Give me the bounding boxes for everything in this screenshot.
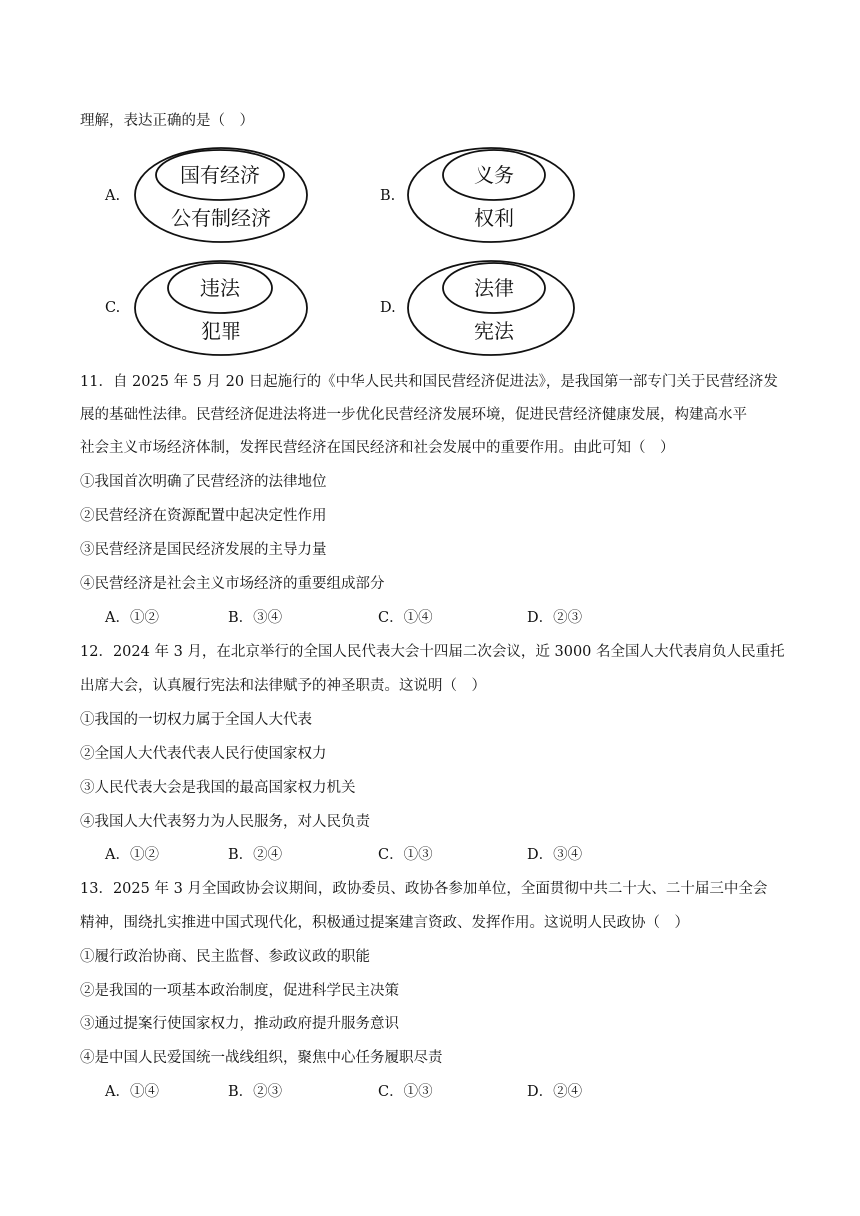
q13-stem-line-2: 精神，围绕扎实推进中国式现代化，积极通过提案建言资政、发挥作用。这说明人民政协（ ）	[80, 915, 689, 931]
q13-answer-a[interactable]: A．①④	[105, 1084, 159, 1100]
q11-statement-3: ③民营经济是国民经济发展的主导力量	[80, 542, 327, 558]
q10-option-d-label: D.	[380, 300, 396, 316]
q10-option-a-diagram	[133, 145, 309, 245]
q11-stem-line-3: 社会主义市场经济体制，发挥民营经济在国民经济和社会发展中的重要作用。由此可知（ ）	[80, 440, 675, 456]
q12-answer-d[interactable]: D．③④	[527, 847, 583, 863]
q12-answer-c[interactable]: C．①③	[378, 847, 433, 863]
q12-statement-3: ③人民代表大会是我国的最高国家权力机关	[80, 780, 356, 796]
q11-statement-1: ①我国首次明确了民营经济的法律地位	[80, 474, 327, 490]
q13-answer-b[interactable]: B．②③	[228, 1084, 283, 1100]
q13-stem-line-1: 13．2025 年 3 月全国政协会议期间，政协委员、政协各参加单位，全面贯彻中共二十大、二十届三中全会	[80, 881, 768, 897]
q11-answer-c[interactable]: C．①④	[378, 610, 433, 626]
q10-d-inner-text: 法律	[474, 276, 514, 300]
q13-answer-c[interactable]: C．①③	[378, 1084, 433, 1100]
q10-a-outer-text: 公有制经济	[171, 206, 271, 230]
q11-statement-2: ②民营经济在资源配置中起决定性作用	[80, 508, 327, 524]
q13-statement-4: ④是中国人民爱国统一战线组织，聚焦中心任务履职尽责	[80, 1050, 443, 1066]
q11-statement-4: ④民营经济是社会主义市场经济的重要组成部分	[80, 576, 385, 592]
q10-b-inner-text: 义务	[474, 163, 514, 187]
q10-a-inner-text: 国有经济	[180, 163, 260, 187]
q10-d-outer-text: 宪法	[474, 319, 514, 343]
q10-option-a-label: A.	[105, 188, 121, 204]
q12-answer-b[interactable]: B．②④	[228, 847, 283, 863]
q10-intro: 理解，表达正确的是（ ）	[80, 113, 254, 129]
q10-c-outer-text: 犯罪	[201, 319, 241, 343]
q11-answer-a[interactable]: A．①②	[105, 610, 159, 626]
q10-option-c-label: C.	[105, 300, 121, 316]
q13-statement-1: ①履行政治协商、民主监督、参政议政的职能	[80, 949, 370, 965]
q12-stem-line-1: 12．2024 年 3 月，在北京举行的全国人民代表大会十四届二次会议，近 3000 名全国人大代表肩负人民重托	[80, 644, 785, 660]
q12-statement-4: ④我国人大代表努力为人民服务，对人民负责	[80, 814, 370, 830]
q10-option-d-diagram	[406, 258, 576, 358]
q10-c-inner-text: 违法	[200, 276, 240, 300]
q11-answer-d[interactable]: D．②③	[527, 610, 583, 626]
q12-answer-a[interactable]: A．①②	[105, 847, 159, 863]
q11-stem-line-2: 展的基础性法律。民营经济促进法将进一步优化民营经济发展环境，促进民营经济健康发展，构建高水平	[80, 407, 747, 423]
q10-option-c-diagram	[133, 258, 309, 358]
q11-stem-line-1: 11．自 2025 年 5 月 20 日起施行的《中华人民共和国民营经济促进法》，是我国第一部专门关于民营经济发	[80, 374, 778, 390]
q11-answer-b[interactable]: B．③④	[228, 610, 283, 626]
q10-option-b-diagram	[406, 145, 576, 245]
q10-option-b-label: B.	[380, 188, 396, 204]
q13-statement-2: ②是我国的一项基本政治制度，促进科学民主决策	[80, 983, 399, 999]
q12-statement-1: ①我国的一切权力属于全国人大代表	[80, 712, 312, 728]
q10-b-outer-text: 权利	[474, 206, 514, 230]
q12-stem-line-2: 出席大会，认真履行宪法和法律赋予的神圣职责。这说明（ ）	[80, 678, 486, 694]
q13-answer-d[interactable]: D．②④	[527, 1084, 583, 1100]
q12-statement-2: ②全国人大代表代表人民行使国家权力	[80, 746, 327, 762]
q13-statement-3: ③通过提案行使国家权力，推动政府提升服务意识	[80, 1016, 399, 1032]
